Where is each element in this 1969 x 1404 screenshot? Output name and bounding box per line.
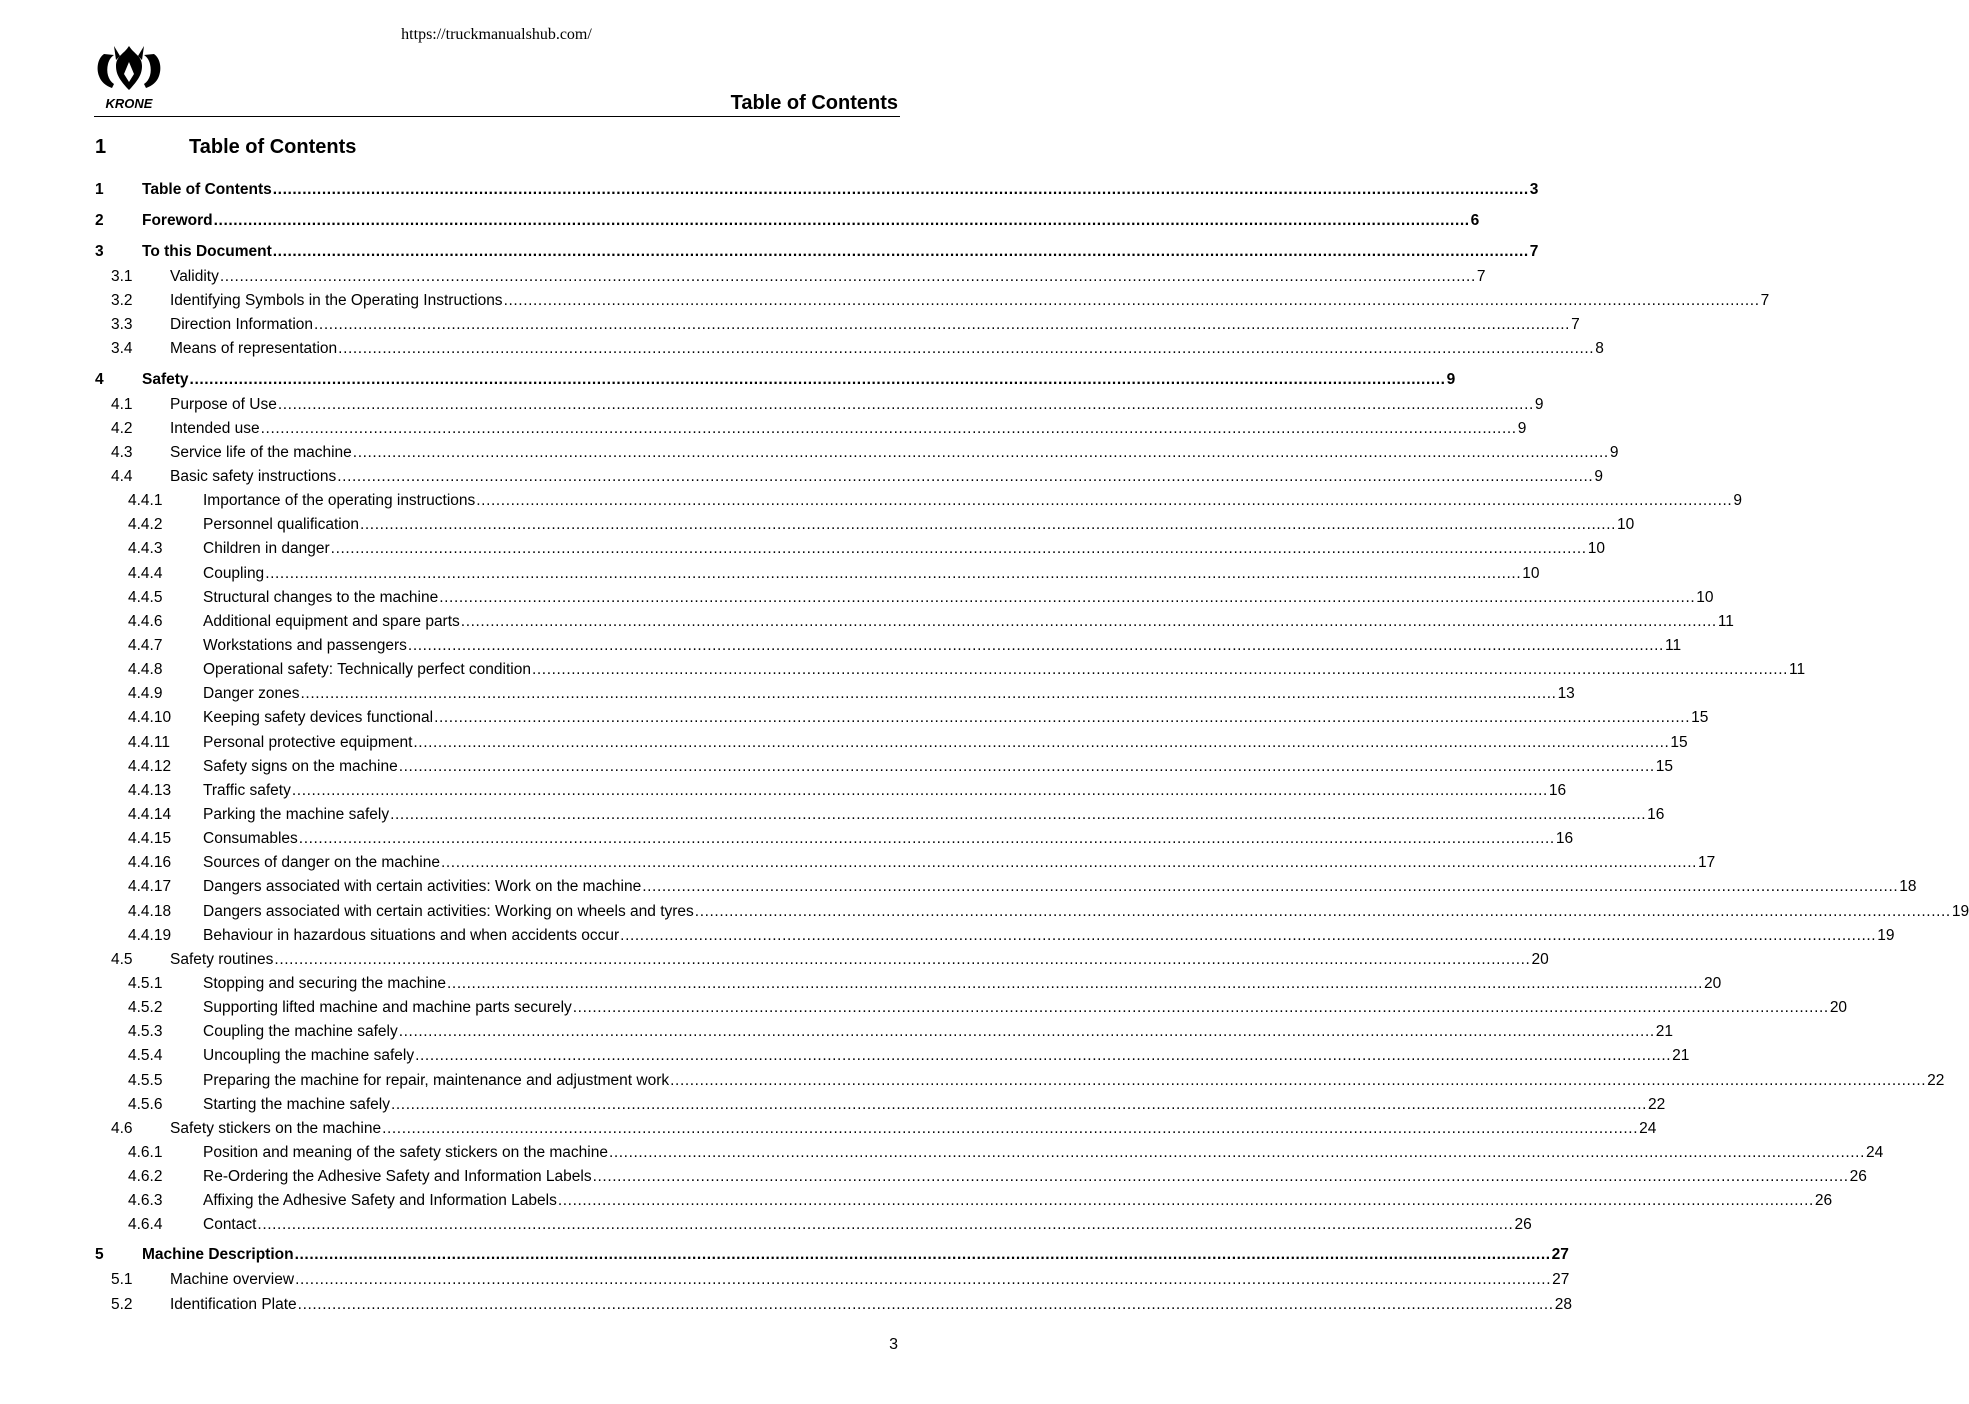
toc-entry-page: 9 <box>1733 492 1742 510</box>
toc-entry-page: 7 <box>1571 316 1580 334</box>
toc-entry-title: Children in danger <box>203 540 330 558</box>
dot-leader <box>353 441 1609 465</box>
dot-leader <box>220 265 1476 289</box>
dot-leader <box>434 706 1690 730</box>
dot-leader <box>558 1189 1814 1213</box>
toc-entry-number: 4.5.2 <box>128 999 163 1017</box>
toc-entry-title: Dangers associated with certain activities: Working on wheels and tyres <box>203 902 694 920</box>
toc-entry[interactable] <box>95 706 1709 730</box>
toc-entry-title: Machine overview <box>170 1271 295 1289</box>
toc-entry-title: Contact <box>203 1216 257 1234</box>
toc-entry[interactable] <box>95 1268 1570 1292</box>
toc-entry-title: Coupling the machine safely <box>203 1023 398 1041</box>
dot-leader <box>620 924 1876 948</box>
toc-entry-title: Safety <box>142 370 189 388</box>
toc-entry-page: 28 <box>1554 1295 1572 1313</box>
dot-leader <box>439 586 1695 610</box>
dot-leader <box>670 1069 1926 1093</box>
toc-entry-page: 8 <box>1595 340 1604 358</box>
toc-entry-number: 4.4.18 <box>128 902 172 920</box>
toc-entry-title: Means of representation <box>170 340 338 358</box>
toc-entry[interactable] <box>95 417 1527 441</box>
dot-leader <box>299 827 1555 851</box>
toc-entry[interactable] <box>95 900 1969 924</box>
toc-entry-number: 4.4.19 <box>128 926 172 944</box>
dot-leader <box>504 289 1760 313</box>
toc-entry-title: Keeping safety devices functional <box>203 709 434 727</box>
toc-entry-page: 24 <box>1639 1119 1657 1137</box>
toc-entry-page: 27 <box>1551 1246 1569 1264</box>
chapter-number: 1 <box>95 136 107 158</box>
toc-entry[interactable] <box>95 239 1539 265</box>
toc-entry-number: 4.5.1 <box>128 974 163 992</box>
dot-leader <box>408 634 1664 658</box>
dot-leader <box>214 208 1470 234</box>
toc-entry-page: 3 <box>1529 181 1539 198</box>
toc-entry-number: 1 <box>95 181 104 198</box>
dot-leader <box>415 1044 1671 1068</box>
toc-entry[interactable] <box>95 208 1480 234</box>
toc-entry-page: 19 <box>1877 926 1895 944</box>
toc-entry-number: 4.4.1 <box>128 492 163 510</box>
dot-leader <box>337 465 1593 489</box>
toc-entry-number: 4.5.4 <box>128 1047 163 1065</box>
dot-leader <box>695 900 1951 924</box>
toc-entry[interactable] <box>95 265 1486 289</box>
toc-entry-title: Service life of the machine <box>170 443 352 461</box>
dot-leader <box>399 755 1655 779</box>
dot-leader <box>273 177 1529 203</box>
dot-leader <box>391 1093 1647 1117</box>
toc-entry[interactable] <box>95 1165 1867 1189</box>
toc-entry-title: Personnel qualification <box>203 516 359 534</box>
toc-entry-page: 20 <box>1829 999 1848 1017</box>
toc-entry-number: 5.2 <box>111 1295 133 1313</box>
toc-entry-number: 4.4.10 <box>128 709 172 727</box>
toc-entry-title: Position and meaning of the safety stickers on the machine <box>203 1143 608 1161</box>
dot-leader <box>399 1020 1655 1044</box>
toc-entry-title: Additional equipment and spare parts <box>203 612 460 630</box>
toc-entry[interactable] <box>95 513 1635 537</box>
toc-entry-title: Direction Information <box>170 316 314 334</box>
toc-entry-page: 10 <box>1617 516 1635 534</box>
toc-entry-number: 4.6.2 <box>128 1168 163 1186</box>
toc-entry-title: Preparing the machine for repair, maintenance and adjustment work <box>203 1071 670 1089</box>
dot-leader <box>573 996 1829 1020</box>
toc-entry[interactable] <box>95 875 1917 899</box>
toc-entry-page: 21 <box>1655 1023 1674 1041</box>
dot-leader <box>390 803 1646 827</box>
toc-entry-title: Basic safety instructions <box>170 467 337 485</box>
toc-entry[interactable] <box>95 337 1604 361</box>
toc-entry[interactable] <box>95 441 1619 465</box>
toc-entry-number: 4.4.3 <box>128 540 163 558</box>
toc-entry-title: Personal protective equipment <box>203 733 413 751</box>
toc-entry-number: 4.4.8 <box>128 661 163 679</box>
toc-entry-number: 3.2 <box>111 292 133 310</box>
toc-entry-page: 11 <box>1717 612 1734 630</box>
toc-entry-page: 22 <box>1927 1071 1945 1089</box>
toc-entry[interactable] <box>95 1293 1572 1317</box>
toc-entry-title: Validity <box>170 268 219 285</box>
dot-leader <box>278 393 1534 417</box>
toc-entry-page: 9 <box>1446 370 1456 388</box>
toc-entry-page: 17 <box>1698 854 1716 872</box>
toc-entry[interactable] <box>95 610 1734 634</box>
toc-entry[interactable] <box>95 1141 1884 1165</box>
toc-entry[interactable] <box>95 1069 1945 1093</box>
toc-entry[interactable] <box>95 1189 1833 1213</box>
toc-entry-number: 4.4.4 <box>128 564 163 582</box>
toc-entry[interactable] <box>95 537 1605 561</box>
toc-entry-page: 15 <box>1670 733 1688 751</box>
dot-leader <box>413 731 1669 755</box>
toc-entry-title: Consumables <box>203 830 298 848</box>
toc-entry[interactable] <box>95 851 1716 875</box>
toc-entry-title: Identifying Symbols in the Operating Instructions <box>170 292 503 310</box>
toc-entry-title: Traffic safety <box>203 781 291 799</box>
toc-entry[interactable] <box>95 562 1540 586</box>
toc-entry[interactable] <box>95 731 1688 755</box>
dot-leader <box>274 948 1530 972</box>
toc-entry[interactable] <box>95 465 1603 489</box>
toc-entry-number: 4.4.2 <box>128 516 163 534</box>
toc-entry-number: 4.1 <box>111 395 133 413</box>
toc-entry-title: Safety stickers on the machine <box>170 1119 382 1137</box>
toc-entry-page: 9 <box>1517 419 1527 437</box>
toc-entry-page: 22 <box>1648 1095 1666 1113</box>
toc-entry-page: 16 <box>1647 805 1665 823</box>
toc-entry-title: Affixing the Adhesive Safety and Information Labels <box>203 1192 557 1210</box>
dot-leader <box>331 537 1587 561</box>
toc-entry[interactable] <box>95 1044 1690 1068</box>
toc-entry-page: 10 <box>1696 588 1714 606</box>
toc-entry-number: 4.4.9 <box>128 685 163 703</box>
toc-entry-number: 4.4.7 <box>128 636 163 654</box>
dot-leader <box>295 1242 1551 1268</box>
toc-entry-page: 11 <box>1789 661 1806 679</box>
dot-leader <box>261 417 1517 441</box>
toc-entry[interactable] <box>95 1213 1532 1237</box>
logo-text: KRONE <box>105 96 153 111</box>
toc-entry-number: 4.4.13 <box>128 781 172 799</box>
toc-entry[interactable] <box>95 755 1674 779</box>
dot-leader <box>382 1117 1638 1141</box>
toc-entry-number: 4.6.4 <box>128 1216 163 1234</box>
toc-entry-number: 4.2 <box>111 419 133 437</box>
toc-entry[interactable] <box>95 779 1567 803</box>
toc-entry-number: 5.1 <box>111 1271 133 1289</box>
dot-leader <box>593 1165 1849 1189</box>
toc-entry[interactable] <box>95 803 1665 827</box>
toc-entry-page: 7 <box>1529 243 1539 260</box>
toc-entry-page: 10 <box>1587 540 1605 558</box>
dot-leader <box>295 1268 1551 1292</box>
source-url[interactable]: https://truckmanualshub.com/ <box>401 26 592 43</box>
toc-entry-title: Machine Description <box>142 1246 294 1264</box>
toc-entry-page: 11 <box>1664 636 1682 654</box>
dot-leader <box>532 658 1788 682</box>
toc-entry-number: 4 <box>95 370 104 388</box>
toc-entry[interactable] <box>95 948 1549 972</box>
toc-entry[interactable] <box>95 313 1580 337</box>
dot-leader <box>298 1293 1554 1317</box>
toc-entry[interactable] <box>95 393 1544 417</box>
toc-entry[interactable] <box>95 1117 1657 1141</box>
toc-entry[interactable] <box>95 634 1682 658</box>
dot-leader <box>476 489 1732 513</box>
toc-entry[interactable] <box>95 996 1848 1020</box>
toc-entry-page: 9 <box>1534 395 1544 413</box>
dot-leader <box>314 313 1570 337</box>
dot-leader <box>292 779 1548 803</box>
toc-entry-title: Table of Contents <box>142 181 272 198</box>
dot-leader <box>642 875 1898 899</box>
toc-entry-title: Re-Ordering the Adhesive Safety and Information Labels <box>203 1168 592 1186</box>
toc-entry-title: Structural changes to the machine <box>203 588 439 606</box>
toc-entry-number: 4.5 <box>111 950 133 968</box>
toc-entry-page: 15 <box>1655 757 1674 775</box>
toc-entry-title: Foreword <box>142 212 213 229</box>
toc-entry-number: 4.5.3 <box>128 1023 163 1041</box>
toc-entry-page: 26 <box>1814 1192 1833 1210</box>
toc-entry[interactable] <box>95 972 1722 996</box>
toc-entry-number: 3.1 <box>111 268 133 285</box>
toc-entry-page: 27 <box>1552 1271 1570 1289</box>
toc-entry-number: 3 <box>95 243 104 260</box>
toc-entry[interactable] <box>95 827 1574 851</box>
toc-entry-title: Starting the machine safely <box>203 1095 390 1113</box>
toc-entry-page: 7 <box>1476 268 1486 285</box>
dot-leader <box>265 562 1521 586</box>
toc-entry-page: 6 <box>1470 212 1480 229</box>
toc-entry-title: To this Document <box>142 243 272 260</box>
toc-entry-number: 4.4 <box>111 467 133 485</box>
toc-entry[interactable] <box>95 658 1806 682</box>
toc-entry[interactable] <box>95 489 1742 513</box>
chapter-title: Table of Contents <box>189 136 357 158</box>
dot-leader <box>360 513 1616 537</box>
toc-entry-number: 4.4.17 <box>128 878 172 896</box>
toc-entry-page: 20 <box>1704 974 1722 992</box>
toc-entry[interactable] <box>95 177 1539 203</box>
toc-entry-title: Uncoupling the machine safely <box>203 1047 415 1065</box>
toc-entry-title: Intended use <box>170 419 260 437</box>
dot-leader <box>441 851 1697 875</box>
toc-entry-title: Purpose of Use <box>170 395 277 413</box>
toc-entry-title: Safety routines <box>170 950 274 968</box>
header-divider <box>94 116 900 117</box>
dot-leader <box>338 337 1594 361</box>
page-number: 3 <box>889 1336 898 1353</box>
toc-entry-page: 10 <box>1522 564 1540 582</box>
toc-entry[interactable] <box>95 1093 1666 1117</box>
toc-entry-number: 4.4.14 <box>128 805 172 823</box>
dot-leader <box>447 972 1703 996</box>
toc-entry[interactable] <box>95 924 1895 948</box>
toc-entry-number: 5 <box>95 1246 104 1264</box>
toc-entry-title: Behaviour in hazardous situations and when accidents occur <box>203 926 620 944</box>
toc-entry-page: 26 <box>1849 1168 1867 1186</box>
toc-entry-number: 4.4.12 <box>128 757 172 775</box>
toc-entry-page: 20 <box>1531 950 1549 968</box>
toc-entry-title: Sources of danger on the machine <box>203 854 440 872</box>
toc-entry-number: 4.6.3 <box>128 1192 163 1210</box>
toc-entry-page: 16 <box>1555 830 1574 848</box>
toc-entry-number: 3.4 <box>111 340 133 358</box>
toc-entry[interactable] <box>95 1242 1569 1268</box>
toc-entry-title: Danger zones <box>203 685 300 703</box>
toc-entry-number: 4.5.6 <box>128 1095 163 1113</box>
toc-entry[interactable] <box>95 289 1770 313</box>
toc-entry-page: 18 <box>1899 878 1917 896</box>
krone-logo <box>94 44 164 112</box>
toc-entry-number: 4.4.6 <box>128 612 163 630</box>
dot-leader <box>273 239 1529 265</box>
toc-entry[interactable] <box>95 367 1456 393</box>
toc-entry-number: 4.6.1 <box>128 1143 163 1161</box>
dot-leader <box>461 610 1717 634</box>
toc-entry-number: 4.4.16 <box>128 854 172 872</box>
running-header-title: Table of Contents <box>730 92 898 114</box>
dot-leader <box>609 1141 1865 1165</box>
toc-entry-number: 4.4.11 <box>128 733 170 751</box>
toc-entry-number: 4.6 <box>111 1119 133 1137</box>
toc-entry-title: Safety signs on the machine <box>203 757 398 775</box>
toc-entry-page: 9 <box>1594 467 1603 485</box>
toc-entry-title: Identification Plate <box>170 1295 297 1313</box>
toc-entry-title: Importance of the operating instructions <box>203 492 476 510</box>
toc-entry-number: 2 <box>95 212 104 229</box>
toc-entry-number: 4.3 <box>111 443 133 461</box>
toc-entry-page: 15 <box>1691 709 1709 727</box>
toc-entry-page: 16 <box>1548 781 1567 799</box>
toc-entry-page: 26 <box>1514 1216 1532 1234</box>
toc-entry-title: Operational safety: Technically perfect condition <box>203 661 531 679</box>
toc-entry-title: Dangers associated with certain activities: Work on the machine <box>203 878 642 896</box>
toc-entry-title: Parking the machine safely <box>203 805 390 823</box>
toc-entry-page: 13 <box>1557 685 1575 703</box>
toc-entry-page: 24 <box>1866 1143 1884 1161</box>
toc-entry[interactable] <box>95 586 1714 610</box>
toc-entry-title: Supporting lifted machine and machine parts securely <box>203 999 572 1017</box>
toc-entry[interactable] <box>95 1020 1674 1044</box>
toc-entry-number: 3.3 <box>111 316 133 334</box>
toc-entry-title: Stopping and securing the machine <box>203 974 446 992</box>
table-of-contents <box>95 177 1969 1317</box>
toc-entry-title: Workstations and passengers <box>203 636 407 654</box>
toc-entry-page: 7 <box>1760 292 1770 310</box>
dot-leader <box>257 1213 1513 1237</box>
toc-entry-title: Coupling <box>203 564 265 582</box>
toc-entry[interactable] <box>95 682 1575 706</box>
dot-leader <box>301 682 1557 706</box>
toc-entry-page: 9 <box>1609 443 1619 461</box>
toc-entry-number: 4.5.5 <box>128 1071 163 1089</box>
dot-leader <box>190 367 1446 393</box>
toc-entry-page: 19 <box>1951 902 1969 920</box>
toc-entry-page: 21 <box>1672 1047 1690 1065</box>
toc-entry-number: 4.4.15 <box>128 830 172 848</box>
toc-entry-number: 4.4.5 <box>128 588 163 606</box>
